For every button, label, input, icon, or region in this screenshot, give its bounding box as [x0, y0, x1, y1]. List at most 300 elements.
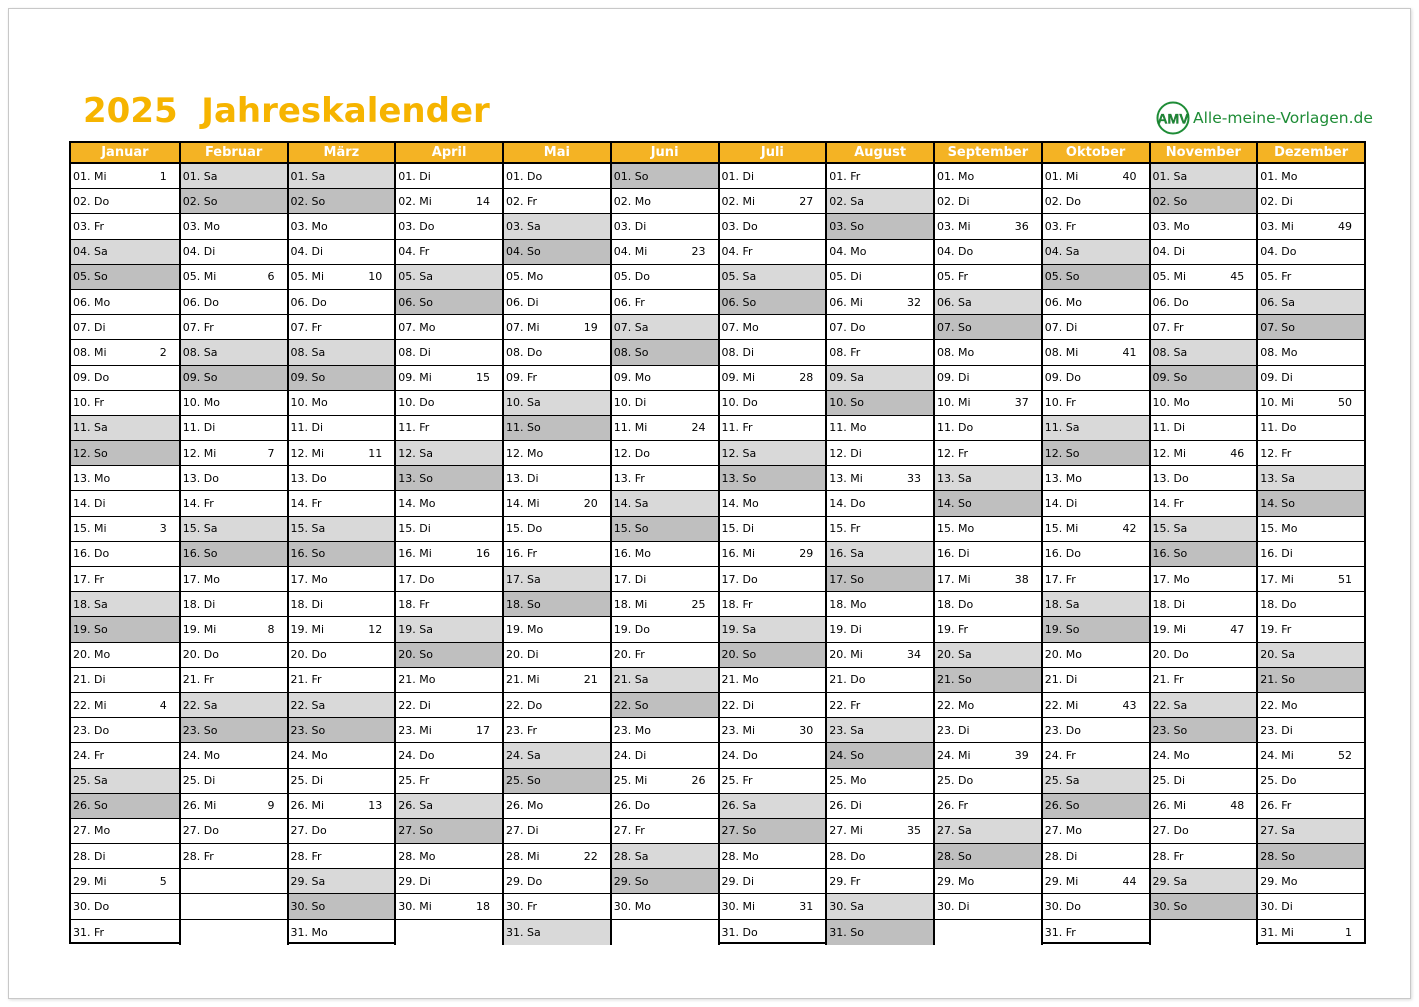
day-cell[interactable]: [396, 592, 502, 617]
day-cell[interactable]: [1151, 214, 1257, 239]
day-cell[interactable]: [1151, 491, 1257, 516]
day-cell[interactable]: [1151, 290, 1257, 315]
day-cell[interactable]: [827, 366, 933, 391]
day-cell[interactable]: [720, 517, 826, 542]
day-cell[interactable]: [289, 869, 395, 894]
day-cell[interactable]: [396, 214, 502, 239]
day-cell[interactable]: [935, 693, 1041, 718]
day-cell[interactable]: [1043, 869, 1149, 894]
day-cell[interactable]: [181, 290, 287, 315]
day-cell[interactable]: [181, 844, 287, 869]
logo[interactable]: [1155, 101, 1373, 135]
day-cell[interactable]: [612, 366, 718, 391]
day-cell[interactable]: [1043, 164, 1149, 189]
day-cell[interactable]: [1258, 819, 1364, 844]
day-cell[interactable]: [827, 416, 933, 441]
day-cell[interactable]: [1043, 315, 1149, 340]
day-cell[interactable]: [181, 265, 287, 290]
day-cell[interactable]: [504, 391, 610, 416]
day-cell[interactable]: [504, 164, 610, 189]
day-cell[interactable]: [935, 517, 1041, 542]
day-cell[interactable]: [827, 391, 933, 416]
day-cell[interactable]: [289, 567, 395, 592]
day-cell[interactable]: [71, 743, 179, 768]
day-cell[interactable]: [935, 743, 1041, 768]
day-cell[interactable]: [71, 869, 179, 894]
day-cell[interactable]: [827, 869, 933, 894]
day-cell[interactable]: [1043, 592, 1149, 617]
day-cell[interactable]: [1043, 240, 1149, 265]
day-cell[interactable]: [720, 441, 826, 466]
day-cell[interactable]: [1043, 743, 1149, 768]
day-cell[interactable]: [827, 844, 933, 869]
day-cell[interactable]: [1151, 391, 1257, 416]
day-cell[interactable]: [935, 894, 1041, 919]
day-cell[interactable]: [720, 894, 826, 919]
day-cell[interactable]: [71, 693, 179, 718]
day-cell[interactable]: [289, 441, 395, 466]
day-cell[interactable]: [1043, 819, 1149, 844]
day-cell[interactable]: [1258, 592, 1364, 617]
day-cell[interactable]: [720, 340, 826, 365]
day-cell[interactable]: [612, 189, 718, 214]
day-cell[interactable]: [1151, 718, 1257, 743]
day-cell[interactable]: [396, 366, 502, 391]
day-cell[interactable]: [827, 819, 933, 844]
day-cell[interactable]: [612, 290, 718, 315]
day-cell[interactable]: [720, 844, 826, 869]
day-cell[interactable]: [289, 743, 395, 768]
day-cell[interactable]: [612, 240, 718, 265]
day-cell[interactable]: [1043, 617, 1149, 642]
day-cell[interactable]: [181, 718, 287, 743]
day-cell[interactable]: [181, 466, 287, 491]
day-cell[interactable]: [504, 214, 610, 239]
day-cell[interactable]: [396, 265, 502, 290]
day-cell[interactable]: [71, 290, 179, 315]
day-cell[interactable]: [935, 315, 1041, 340]
day-cell[interactable]: [935, 718, 1041, 743]
day-cell[interactable]: [612, 844, 718, 869]
day-cell[interactable]: [827, 340, 933, 365]
day-cell[interactable]: [1151, 617, 1257, 642]
day-cell[interactable]: [396, 466, 502, 491]
day-cell[interactable]: [1258, 643, 1364, 668]
day-cell[interactable]: [935, 491, 1041, 516]
day-cell[interactable]: [720, 769, 826, 794]
day-cell[interactable]: [1151, 164, 1257, 189]
day-cell[interactable]: [289, 718, 395, 743]
day-cell[interactable]: [504, 491, 610, 516]
day-cell[interactable]: [396, 567, 502, 592]
day-cell[interactable]: [827, 214, 933, 239]
day-cell[interactable]: [720, 189, 826, 214]
day-cell[interactable]: [935, 643, 1041, 668]
day-cell[interactable]: [289, 240, 395, 265]
day-cell[interactable]: [289, 592, 395, 617]
day-cell[interactable]: [1151, 466, 1257, 491]
day-cell[interactable]: [1043, 643, 1149, 668]
day-cell[interactable]: [1043, 920, 1149, 945]
day-cell[interactable]: [504, 819, 610, 844]
day-cell[interactable]: [827, 240, 933, 265]
day-cell[interactable]: [181, 517, 287, 542]
day-cell[interactable]: [720, 542, 826, 567]
day-cell[interactable]: [181, 491, 287, 516]
day-cell[interactable]: [181, 366, 287, 391]
day-cell[interactable]: [612, 214, 718, 239]
day-cell[interactable]: [1151, 542, 1257, 567]
day-cell[interactable]: [1043, 214, 1149, 239]
day-cell[interactable]: [720, 366, 826, 391]
day-cell[interactable]: [1043, 894, 1149, 919]
day-cell[interactable]: [181, 315, 287, 340]
day-cell[interactable]: [612, 416, 718, 441]
day-cell[interactable]: [612, 769, 718, 794]
day-cell[interactable]: [396, 718, 502, 743]
day-cell[interactable]: [935, 869, 1041, 894]
day-cell[interactable]: [612, 391, 718, 416]
day-cell[interactable]: [1043, 567, 1149, 592]
day-cell[interactable]: [504, 869, 610, 894]
day-cell[interactable]: [935, 668, 1041, 693]
day-cell[interactable]: [504, 240, 610, 265]
day-cell[interactable]: [720, 920, 826, 945]
day-cell[interactable]: [1043, 769, 1149, 794]
day-cell[interactable]: [181, 240, 287, 265]
day-cell[interactable]: [181, 567, 287, 592]
day-cell[interactable]: [396, 743, 502, 768]
day-cell[interactable]: [504, 894, 610, 919]
day-cell[interactable]: [181, 617, 287, 642]
day-cell[interactable]: [181, 668, 287, 693]
day-cell[interactable]: [181, 391, 287, 416]
day-cell[interactable]: [1151, 567, 1257, 592]
day-cell[interactable]: [71, 366, 179, 391]
day-cell[interactable]: [827, 164, 933, 189]
day-cell[interactable]: [1258, 668, 1364, 693]
day-cell[interactable]: [720, 240, 826, 265]
day-cell[interactable]: [181, 819, 287, 844]
day-cell[interactable]: [827, 189, 933, 214]
day-cell[interactable]: [71, 164, 179, 189]
day-cell[interactable]: [1151, 643, 1257, 668]
day-cell[interactable]: [612, 315, 718, 340]
day-cell[interactable]: [1043, 542, 1149, 567]
day-cell[interactable]: [1043, 366, 1149, 391]
day-cell[interactable]: [396, 869, 502, 894]
day-cell[interactable]: [504, 920, 610, 945]
day-cell[interactable]: [720, 290, 826, 315]
day-cell[interactable]: [612, 441, 718, 466]
day-cell[interactable]: [720, 819, 826, 844]
day-cell[interactable]: [1043, 668, 1149, 693]
day-cell[interactable]: [181, 794, 287, 819]
day-cell[interactable]: [827, 265, 933, 290]
day-cell[interactable]: [396, 340, 502, 365]
day-cell[interactable]: [1151, 592, 1257, 617]
day-cell[interactable]: [396, 416, 502, 441]
day-cell[interactable]: [1258, 517, 1364, 542]
day-cell[interactable]: [1043, 416, 1149, 441]
day-cell[interactable]: [612, 265, 718, 290]
day-cell[interactable]: [1258, 441, 1364, 466]
day-cell[interactable]: [827, 466, 933, 491]
day-cell[interactable]: [827, 794, 933, 819]
day-cell[interactable]: [1151, 668, 1257, 693]
day-cell[interactable]: [504, 290, 610, 315]
day-cell[interactable]: [1258, 290, 1364, 315]
day-cell[interactable]: [935, 290, 1041, 315]
day-cell[interactable]: [1258, 869, 1364, 894]
day-cell[interactable]: [935, 214, 1041, 239]
day-cell[interactable]: [827, 920, 933, 945]
day-cell[interactable]: [827, 668, 933, 693]
day-cell[interactable]: [935, 391, 1041, 416]
day-cell[interactable]: [1151, 844, 1257, 869]
day-cell[interactable]: [181, 416, 287, 441]
day-cell[interactable]: [935, 240, 1041, 265]
day-cell[interactable]: [1258, 920, 1364, 945]
day-cell[interactable]: [181, 542, 287, 567]
day-cell[interactable]: [1043, 290, 1149, 315]
day-cell[interactable]: [1258, 844, 1364, 869]
day-cell[interactable]: [612, 466, 718, 491]
day-cell[interactable]: [827, 743, 933, 768]
day-cell[interactable]: [289, 466, 395, 491]
day-cell[interactable]: [827, 542, 933, 567]
day-cell[interactable]: [71, 340, 179, 365]
day-cell[interactable]: [289, 290, 395, 315]
day-cell[interactable]: [71, 769, 179, 794]
day-cell[interactable]: [396, 517, 502, 542]
day-cell[interactable]: [396, 693, 502, 718]
day-cell[interactable]: [612, 668, 718, 693]
day-cell[interactable]: [396, 819, 502, 844]
day-cell[interactable]: [1151, 517, 1257, 542]
day-cell[interactable]: [396, 844, 502, 869]
day-cell[interactable]: [935, 617, 1041, 642]
day-cell[interactable]: [612, 164, 718, 189]
day-cell[interactable]: [396, 769, 502, 794]
day-cell[interactable]: [289, 693, 395, 718]
day-cell[interactable]: [612, 491, 718, 516]
day-cell[interactable]: [289, 189, 395, 214]
day-cell[interactable]: [71, 315, 179, 340]
day-cell[interactable]: [289, 265, 395, 290]
day-cell[interactable]: [1151, 315, 1257, 340]
day-cell[interactable]: [1258, 391, 1364, 416]
day-cell[interactable]: [289, 542, 395, 567]
day-cell[interactable]: [396, 441, 502, 466]
day-cell[interactable]: [1258, 366, 1364, 391]
day-cell[interactable]: [71, 844, 179, 869]
day-cell[interactable]: [1043, 844, 1149, 869]
day-cell[interactable]: [181, 693, 287, 718]
day-cell[interactable]: [289, 769, 395, 794]
day-cell[interactable]: [935, 466, 1041, 491]
day-cell[interactable]: [935, 340, 1041, 365]
day-cell[interactable]: [720, 743, 826, 768]
day-cell[interactable]: [935, 592, 1041, 617]
day-cell[interactable]: [504, 340, 610, 365]
day-cell[interactable]: [1258, 794, 1364, 819]
day-cell[interactable]: [720, 491, 826, 516]
day-cell[interactable]: [1151, 189, 1257, 214]
day-cell[interactable]: [396, 894, 502, 919]
day-cell[interactable]: [1043, 340, 1149, 365]
day-cell[interactable]: [504, 743, 610, 768]
day-cell[interactable]: [289, 819, 395, 844]
day-cell[interactable]: [1151, 441, 1257, 466]
day-cell[interactable]: [71, 567, 179, 592]
day-cell[interactable]: [504, 844, 610, 869]
day-cell[interactable]: [1043, 391, 1149, 416]
day-cell[interactable]: [71, 668, 179, 693]
day-cell[interactable]: [827, 769, 933, 794]
day-cell[interactable]: [1151, 366, 1257, 391]
day-cell[interactable]: [1151, 265, 1257, 290]
day-cell[interactable]: [827, 517, 933, 542]
day-cell[interactable]: [720, 164, 826, 189]
day-cell[interactable]: [504, 718, 610, 743]
day-cell[interactable]: [720, 617, 826, 642]
day-cell[interactable]: [396, 643, 502, 668]
day-cell[interactable]: [504, 643, 610, 668]
day-cell[interactable]: [289, 894, 395, 919]
day-cell[interactable]: [181, 743, 287, 768]
day-cell[interactable]: [1258, 567, 1364, 592]
day-cell[interactable]: [71, 617, 179, 642]
day-cell[interactable]: [1151, 240, 1257, 265]
day-cell[interactable]: [504, 542, 610, 567]
day-cell[interactable]: [827, 567, 933, 592]
day-cell[interactable]: [504, 517, 610, 542]
day-cell[interactable]: [71, 819, 179, 844]
day-cell[interactable]: [827, 441, 933, 466]
day-cell[interactable]: [289, 491, 395, 516]
day-cell[interactable]: [1258, 315, 1364, 340]
day-cell[interactable]: [1258, 189, 1364, 214]
day-cell[interactable]: [827, 617, 933, 642]
day-cell[interactable]: [935, 769, 1041, 794]
day-cell[interactable]: [935, 416, 1041, 441]
day-cell[interactable]: [504, 441, 610, 466]
day-cell[interactable]: [720, 592, 826, 617]
day-cell[interactable]: [1258, 491, 1364, 516]
day-cell[interactable]: [935, 366, 1041, 391]
day-cell[interactable]: [71, 240, 179, 265]
day-cell[interactable]: [935, 567, 1041, 592]
day-cell[interactable]: [827, 491, 933, 516]
day-cell[interactable]: [71, 718, 179, 743]
day-cell[interactable]: [827, 592, 933, 617]
day-cell[interactable]: [1258, 466, 1364, 491]
day-cell[interactable]: [720, 794, 826, 819]
day-cell[interactable]: [827, 290, 933, 315]
day-cell[interactable]: [1258, 542, 1364, 567]
day-cell[interactable]: [1043, 718, 1149, 743]
day-cell[interactable]: [720, 869, 826, 894]
day-cell[interactable]: [935, 542, 1041, 567]
day-cell[interactable]: [396, 315, 502, 340]
day-cell[interactable]: [827, 315, 933, 340]
day-cell[interactable]: [289, 391, 395, 416]
day-cell[interactable]: [612, 718, 718, 743]
day-cell[interactable]: [1043, 466, 1149, 491]
day-cell[interactable]: [71, 265, 179, 290]
day-cell[interactable]: [720, 693, 826, 718]
day-cell[interactable]: [1258, 164, 1364, 189]
day-cell[interactable]: [612, 869, 718, 894]
day-cell[interactable]: [289, 844, 395, 869]
day-cell[interactable]: [396, 240, 502, 265]
day-cell[interactable]: [935, 441, 1041, 466]
day-cell[interactable]: [720, 315, 826, 340]
day-cell[interactable]: [935, 794, 1041, 819]
day-cell[interactable]: [504, 567, 610, 592]
day-cell[interactable]: [289, 315, 395, 340]
day-cell[interactable]: [71, 794, 179, 819]
day-cell[interactable]: [935, 844, 1041, 869]
day-cell[interactable]: [504, 189, 610, 214]
day-cell[interactable]: [504, 265, 610, 290]
day-cell[interactable]: [1258, 214, 1364, 239]
day-cell[interactable]: [181, 769, 287, 794]
day-cell[interactable]: [1043, 441, 1149, 466]
day-cell[interactable]: [71, 491, 179, 516]
day-cell[interactable]: [71, 643, 179, 668]
day-cell[interactable]: [1043, 491, 1149, 516]
day-cell[interactable]: [504, 794, 610, 819]
day-cell[interactable]: [720, 643, 826, 668]
day-cell[interactable]: [1151, 743, 1257, 768]
day-cell[interactable]: [396, 164, 502, 189]
day-cell[interactable]: [935, 819, 1041, 844]
day-cell[interactable]: [1258, 769, 1364, 794]
day-cell[interactable]: [612, 592, 718, 617]
day-cell[interactable]: [720, 416, 826, 441]
day-cell[interactable]: [1258, 718, 1364, 743]
day-cell[interactable]: [1258, 240, 1364, 265]
day-cell[interactable]: [504, 315, 610, 340]
day-cell[interactable]: [289, 214, 395, 239]
day-cell[interactable]: [71, 466, 179, 491]
day-cell[interactable]: [720, 668, 826, 693]
day-cell[interactable]: [720, 466, 826, 491]
day-cell[interactable]: [1258, 743, 1364, 768]
day-cell[interactable]: [289, 164, 395, 189]
day-cell[interactable]: [612, 340, 718, 365]
day-cell[interactable]: [181, 164, 287, 189]
day-cell[interactable]: [289, 920, 395, 945]
day-cell[interactable]: [1258, 617, 1364, 642]
day-cell[interactable]: [289, 794, 395, 819]
day-cell[interactable]: [504, 466, 610, 491]
day-cell[interactable]: [1043, 794, 1149, 819]
day-cell[interactable]: [289, 340, 395, 365]
day-cell[interactable]: [612, 819, 718, 844]
day-cell[interactable]: [612, 693, 718, 718]
day-cell[interactable]: [935, 265, 1041, 290]
day-cell[interactable]: [504, 668, 610, 693]
day-cell[interactable]: [1151, 340, 1257, 365]
day-cell[interactable]: [1151, 819, 1257, 844]
day-cell[interactable]: [612, 617, 718, 642]
day-cell[interactable]: [935, 164, 1041, 189]
day-cell[interactable]: [181, 592, 287, 617]
day-cell[interactable]: [71, 920, 179, 945]
